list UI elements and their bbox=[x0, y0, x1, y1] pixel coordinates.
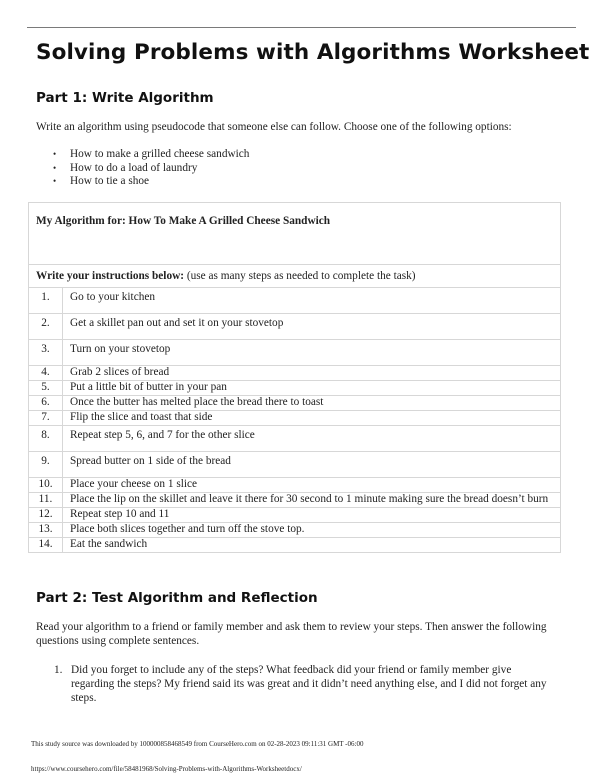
document-title: Solving Problems with Algorithms Worksheet bbox=[36, 40, 590, 65]
step-number: 10. bbox=[29, 478, 63, 493]
step-text: Eat the sandwich bbox=[63, 538, 561, 553]
step-text: Flip the slice and toast that side bbox=[63, 411, 561, 426]
table-row bbox=[29, 538, 561, 553]
step-text: Put a little bit of butter in your pan bbox=[63, 381, 561, 396]
step-number: 3. bbox=[29, 340, 63, 366]
bullet-icon: • bbox=[53, 162, 57, 173]
instructions-hint: (use as many steps as needed to complete the task) bbox=[184, 270, 416, 282]
step-number: 11. bbox=[29, 493, 63, 508]
step-number: 12. bbox=[29, 508, 63, 523]
table-row bbox=[29, 523, 561, 538]
option-item bbox=[50, 148, 249, 162]
top-rule bbox=[27, 27, 576, 28]
option-item bbox=[50, 175, 249, 189]
table-row bbox=[29, 396, 561, 411]
part1-heading: Part 1: Write Algorithm bbox=[36, 90, 214, 106]
step-number: 5. bbox=[29, 381, 63, 396]
step-text: Turn on your stovetop bbox=[63, 340, 561, 366]
step-number: 7. bbox=[29, 411, 63, 426]
step-number: 2. bbox=[29, 314, 63, 340]
download-note: This study source was downloaded by 100000858468549 from CourseHero.com on 02-28-2023 09:11:31 GMT -06:00 bbox=[31, 740, 364, 748]
part1-intro: Write an algorithm using pseudocode that someone else can follow. Choose one of the following options: bbox=[36, 121, 512, 133]
step-text: Spread butter on 1 side of the bread bbox=[63, 452, 561, 478]
step-text: Place the lip on the skillet and leave it there for 30 second to 1 minute making sure the bread doesn’t burn bbox=[63, 493, 561, 508]
step-text: Once the butter has melted place the bread there to toast bbox=[63, 396, 561, 411]
option-item bbox=[50, 162, 249, 176]
table-row bbox=[29, 366, 561, 381]
algorithm-title: My Algorithm for: How To Make A Grilled Cheese Sandwich bbox=[29, 203, 561, 265]
step-number: 6. bbox=[29, 396, 63, 411]
question-number: 1. bbox=[54, 664, 63, 676]
question-text: Did you forget to include any of the steps? What feedback did your friend or family member give regarding the steps? My friend said its was great and it didn’t need anything else, and I did not forget any steps. bbox=[71, 664, 547, 704]
part2-heading: Part 2: Test Algorithm and Reflection bbox=[36, 590, 318, 606]
algorithm-table bbox=[28, 202, 561, 553]
table-row bbox=[29, 411, 561, 426]
step-number: 1. bbox=[29, 288, 63, 314]
questions-list bbox=[54, 663, 554, 705]
step-number: 9. bbox=[29, 452, 63, 478]
step-number: 4. bbox=[29, 366, 63, 381]
table-row bbox=[29, 288, 561, 314]
table-row bbox=[29, 426, 561, 452]
instructions-row bbox=[29, 265, 561, 288]
part2-intro: Read your algorithm to a friend or family member and ask them to review your steps. Then answer the following questions using complete sentences. bbox=[36, 621, 547, 647]
table-row bbox=[29, 478, 561, 493]
instructions-label: Write your instructions below: bbox=[36, 270, 185, 282]
option-text: How to do a load of laundry bbox=[70, 161, 198, 174]
step-text: Go to your kitchen bbox=[63, 288, 561, 314]
table-row bbox=[29, 340, 561, 366]
step-number: 13. bbox=[29, 523, 63, 538]
step-text: Repeat step 10 and 11 bbox=[63, 508, 561, 523]
option-text: How to make a grilled cheese sandwich bbox=[70, 148, 250, 160]
step-number: 14. bbox=[29, 538, 63, 553]
step-number: 8. bbox=[29, 426, 63, 452]
step-text: Place both slices together and turn off the stove top. bbox=[63, 523, 561, 538]
bullet-icon: • bbox=[53, 149, 57, 159]
table-row bbox=[29, 493, 561, 508]
step-text: Grab 2 slices of bread bbox=[63, 366, 561, 381]
source-url[interactable]: https://www.coursehero.com/file/58481968/Solving-Problems-with-Algorithms-Worksheetdocx/ bbox=[31, 765, 302, 773]
table-row bbox=[29, 381, 561, 396]
step-text: Place your cheese on 1 slice bbox=[63, 478, 561, 493]
instructions-cell bbox=[29, 265, 561, 288]
option-text: How to tie a shoe bbox=[70, 175, 150, 188]
table-row bbox=[29, 314, 561, 340]
options-list bbox=[50, 148, 249, 189]
step-text: Repeat step 5, 6, and 7 for the other slice bbox=[63, 426, 561, 452]
table-row bbox=[29, 508, 561, 523]
question-item bbox=[54, 663, 554, 705]
algorithm-header-row bbox=[29, 203, 561, 265]
table-row bbox=[29, 452, 561, 478]
bullet-icon: • bbox=[53, 176, 57, 187]
step-text: Get a skillet pan out and set it on your stovetop bbox=[63, 314, 561, 340]
